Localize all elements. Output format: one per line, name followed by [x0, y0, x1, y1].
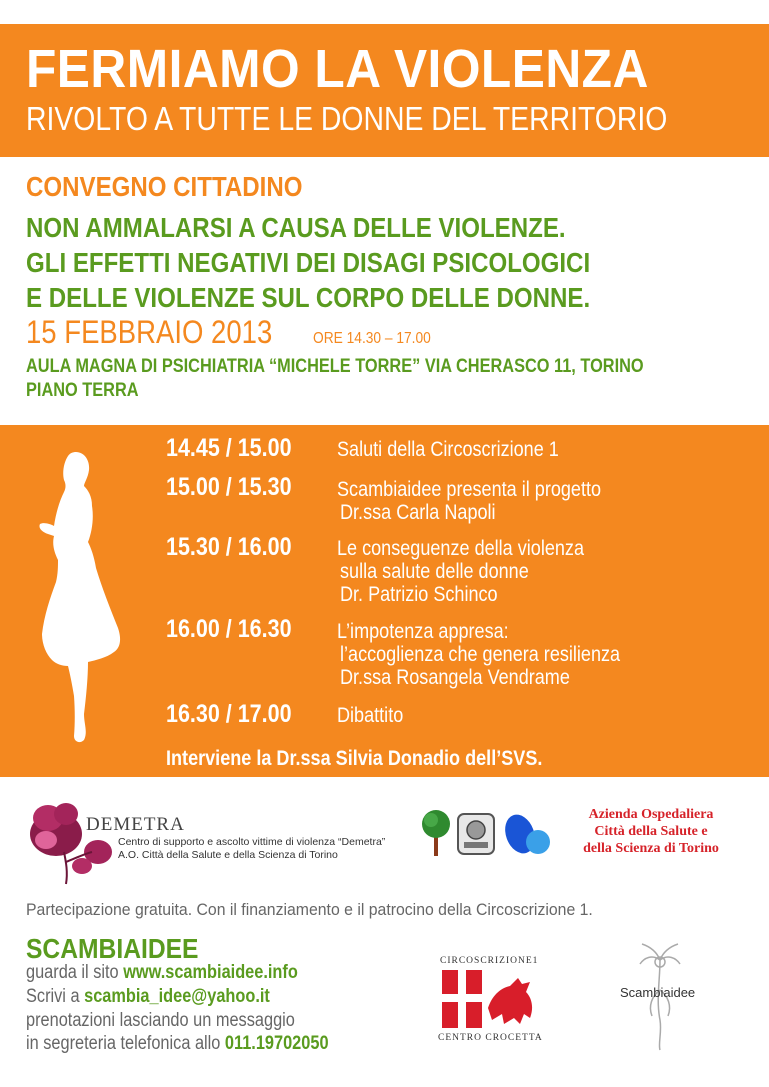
circoscrizione-label: CIRCOSCRIZIONE1: [440, 956, 539, 966]
program-text: Saluti della Circoscrizione 1: [337, 438, 559, 461]
circoscrizione-emblem-icon: [440, 968, 540, 1032]
event-date: 15 FEBBRAIO 2013: [26, 314, 273, 350]
azienda-line-1: Azienda Ospedaliera: [588, 807, 714, 822]
program-text: sulla salute delle donne: [340, 560, 529, 583]
venue-floor: PIANO TERRA: [26, 380, 139, 401]
program-speaker: Dr.ssa Carla Napoli: [340, 501, 496, 524]
headline-line-1: NON AMMALARSI A CAUSA DELLE VIOLENZE.: [26, 212, 566, 243]
azienda-line-3: della Scienza di Torino: [583, 841, 719, 856]
organizer-name: SCAMBIAIDEE: [26, 933, 199, 964]
azienda-line-2: Città della Salute e: [594, 824, 708, 839]
program-text: L’impotenza appresa:: [337, 620, 509, 643]
booking-line: prenotazioni lasciando un messaggio: [26, 1010, 295, 1031]
participation-note: Partecipazione gratuita. Con il finanziamento e il patrocino della Circoscrizione 1.: [26, 900, 593, 919]
program-note: Interviene la Dr.ssa Silvia Donadio dell’SVS.: [166, 747, 543, 770]
email-link[interactable]: scambia_idee@yahoo.it: [84, 986, 270, 1007]
partner-logos-icon: [420, 806, 555, 858]
scambiaidee-logo-label: Scambiaidee: [620, 985, 696, 1000]
program-time: 15.00 / 15.30: [166, 473, 292, 501]
program-text: l’accoglienza che genera resilienza: [340, 643, 621, 666]
program-text: Scambiaidee presenta il progetto: [337, 478, 602, 501]
venue-address: AULA MAGNA DI PSICHIATRIA “MICHELE TORRE” VIA CHERASCO 11, TORINO: [26, 356, 644, 377]
program-time: 15.30 / 16.00: [166, 533, 292, 561]
phone-number: 011.19702050: [224, 1033, 329, 1054]
phone-line: in segreteria telefonica allo 011.19702050: [26, 1033, 329, 1054]
demetra-flower-logo-icon: [26, 792, 118, 887]
program-speaker: Dr.ssa Rosangela Vendrame: [340, 666, 570, 689]
headline-line-3: E DELLE VIOLENZE SUL CORPO DELLE DONNE.: [26, 282, 591, 313]
poster-title: FERMIAMO LA VIOLENZA: [26, 39, 649, 99]
demetra-affiliation: A.O. Città della Salute e della Scienza di Torino: [118, 849, 338, 861]
program-text: Le conseguenze della violenza: [337, 537, 585, 560]
website-line: guarda il sito www.scambiaidee.info: [26, 962, 298, 983]
program-speaker: Dr. Patrizio Schinco: [340, 583, 498, 606]
woman-silhouette-icon: [18, 448, 128, 748]
program-time: 16.00 / 16.30: [166, 615, 292, 643]
program-text: Dibattito: [337, 704, 404, 727]
event-time: ORE 14.30 – 17.00: [313, 330, 431, 347]
email-line: Scrivi a scambia_idee@yahoo.it: [26, 986, 270, 1007]
circoscrizione-area: CENTRO CROCETTA: [438, 1033, 543, 1043]
website-link[interactable]: www.scambiaidee.info: [123, 962, 298, 983]
event-type: CONVEGNO CITTADINO: [26, 171, 303, 202]
poster-subtitle: RIVOLTO A TUTTE LE DONNE DEL TERRITORIO: [26, 100, 668, 137]
program-time: 14.45 / 15.00: [166, 434, 292, 462]
demetra-description: Centro di supporto e ascolto vittime di violenza “Demetra”: [118, 836, 386, 848]
headline-line-2: GLI EFFETTI NEGATIVI DEI DISAGI PSICOLOGICI: [26, 247, 591, 278]
demetra-name: DEMETRA: [86, 814, 185, 835]
program-time: 16.30 / 17.00: [166, 700, 292, 728]
